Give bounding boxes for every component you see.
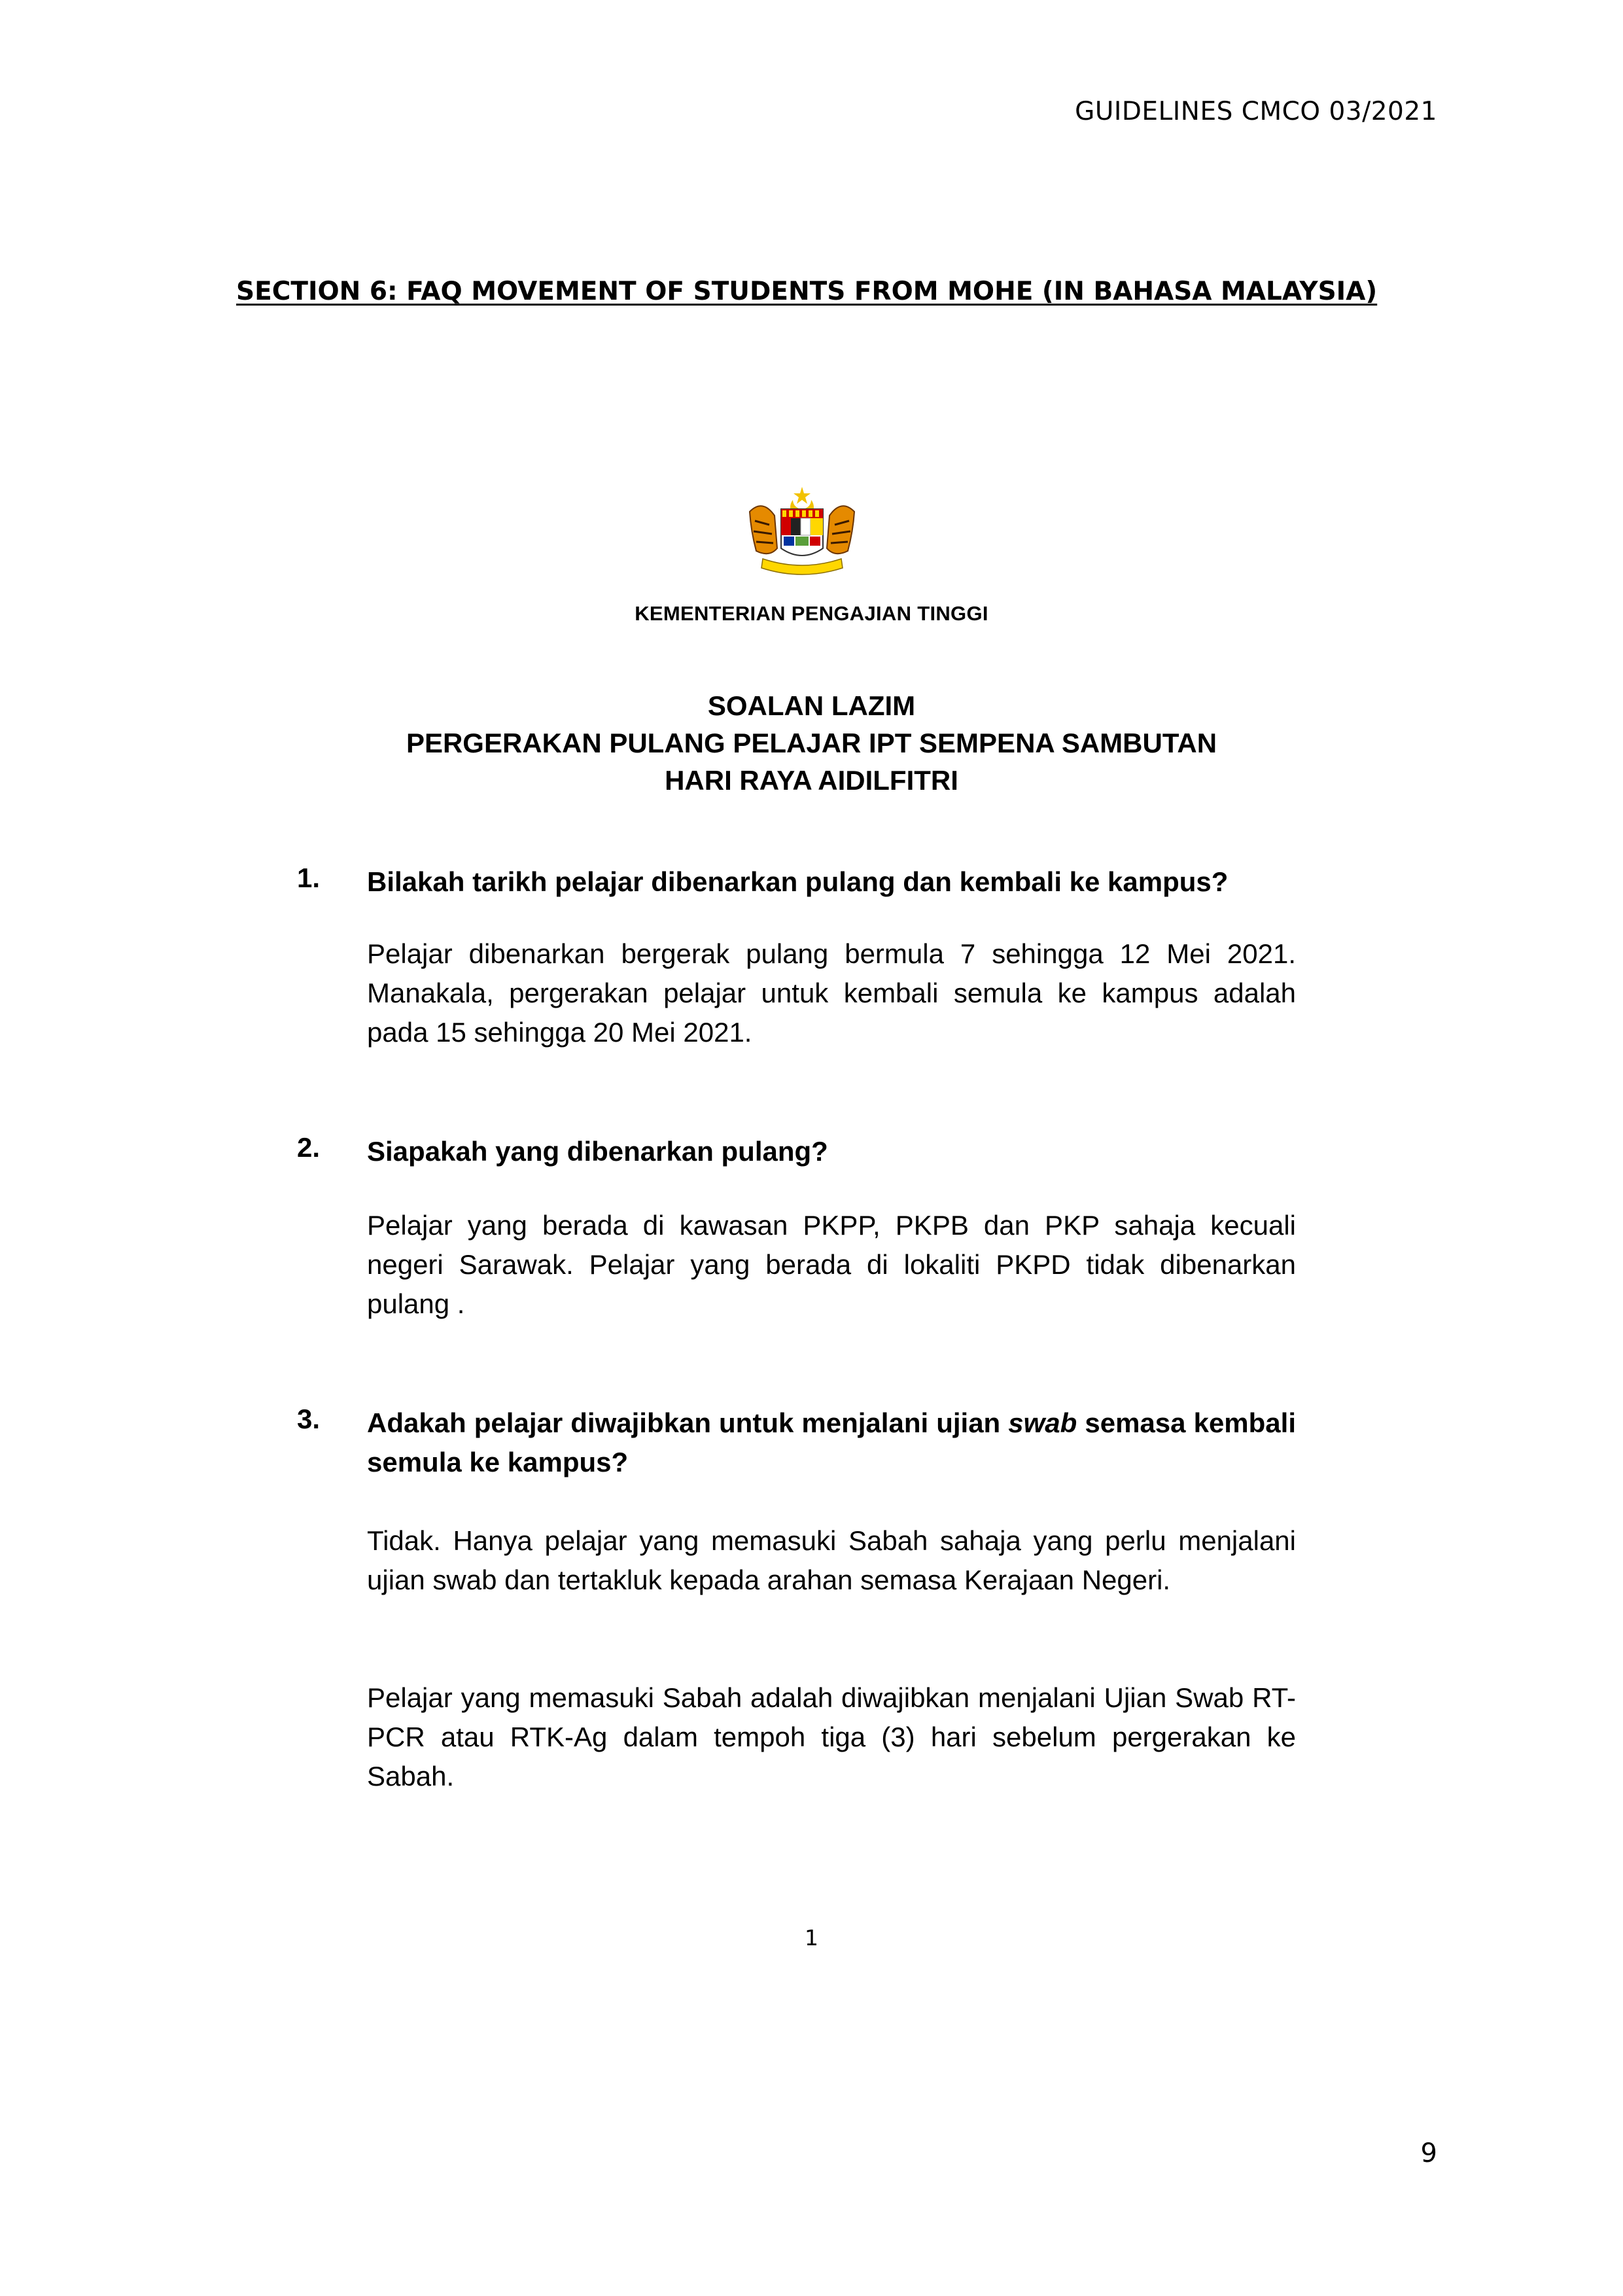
- document-reference: GUIDELINES CMCO 03/2021: [1075, 97, 1437, 126]
- ministry-name: KEMENTERIAN PENGAJIAN TINGGI: [635, 602, 988, 625]
- faq-3-answer-paragraph-2: Pelajar yang memasuki Sabah adalah diwajibkan menjalani Ujian Swab RT-PCR atau RTK-Ag dalam tempoh tiga (3) hari sebelum pergerakan ke Sabah.: [367, 1682, 1296, 1792]
- faq-3-number: 3.: [297, 1404, 321, 1434]
- faq-1-question: Bilakah tarikh pelajar dibenarkan pulang dan kembali ke kampus?: [367, 866, 1229, 897]
- inner-page-number: 1: [805, 1925, 818, 1951]
- title-line-3: HARI RAYA AIDILFITRI: [665, 765, 958, 796]
- coat-of-arms-icon: [737, 486, 867, 584]
- faq-2-question: Siapakah yang dibenarkan pulang?: [367, 1136, 828, 1167]
- faq-3-question-emphasis: swab: [1008, 1407, 1077, 1438]
- title-line-2: PERGERAKAN PULANG PELAJAR IPT SEMPENA SAMBUTAN: [406, 728, 1217, 758]
- faq-1-answer: Pelajar dibenarkan bergerak pulang bermula 7 sehingga 12 Mei 2021. Manakala, pergerakan pelajar untuk kembali semula ke kampus adalah pada 15 sehingga 20 Mei 2021.: [367, 938, 1296, 1048]
- faq-3-question-pre: Adakah pelajar diwajibkan untuk menjalani ujian: [367, 1407, 1009, 1438]
- document-title: [0, 687, 1623, 799]
- title-line-1: SOALAN LAZIM: [707, 690, 916, 721]
- faq-3-answer-paragraph-1: Tidak. Hanya pelajar yang memasuki Sabah sahaja yang perlu menjalani ujian swab dan tertakluk kepada arahan semasa Kerajaan Negeri.: [367, 1525, 1296, 1595]
- page-number: 9: [1420, 2138, 1437, 2168]
- faq-1-number: 1.: [297, 862, 321, 893]
- faq-3-question-post: semasa kembali semula ke kampus?: [367, 1407, 1297, 1477]
- faq-2-number: 2.: [297, 1132, 321, 1163]
- section-title: SECTION 6: FAQ MOVEMENT OF STUDENTS FROM MOHE (IN BAHASA MALAYSIA): [236, 277, 1378, 306]
- faq-3-question: [367, 1404, 1296, 1482]
- faq-2-answer: Pelajar yang berada di kawasan PKPP, PKPB dan PKP sahaja kecuali negeri Sarawak. Pelajar yang berada di lokaliti PKPD tidak dibenarkan pulang .: [367, 1210, 1296, 1319]
